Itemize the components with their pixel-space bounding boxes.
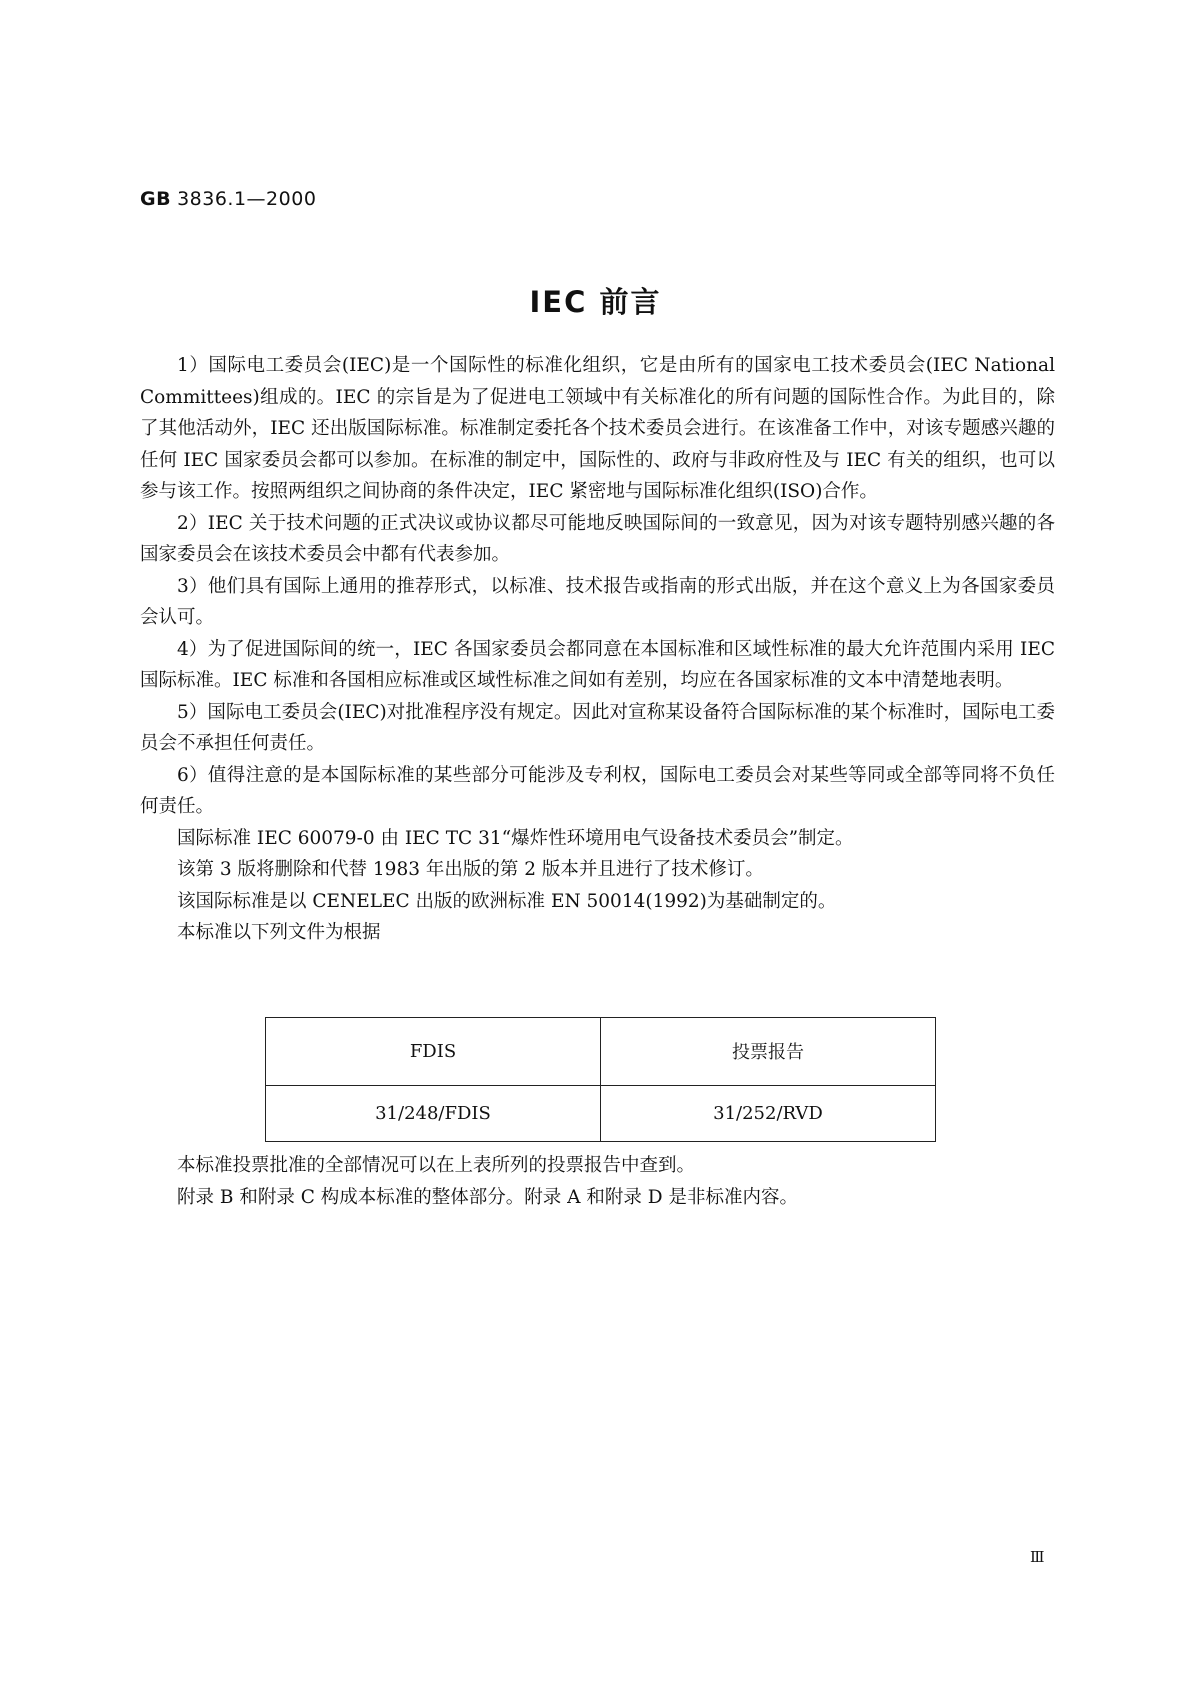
table-row [266, 1085, 936, 1141]
table-header-vote-report: 投票报告 [601, 1018, 936, 1086]
standard-prefix: GB [140, 188, 172, 210]
paragraph-3: 3）他们具有国际上通用的推荐形式，以标准、技术报告或指南的形式出版，并在这个意义上为各国家委员会认可。 [140, 575, 1055, 628]
paragraph-5: 5）国际电工委员会(IEC)对批准程序没有规定。因此对宣称某设备符合国际标准的某个标准时，国际电工委员会不承担任何责任。 [140, 701, 1055, 754]
table-header-row [266, 1018, 936, 1086]
voting-table-container [265, 1017, 936, 1142]
paragraph-6: 6）值得注意的是本国际标准的某些部分可能涉及专利权，国际电工委员会对某些等同或全部等同将不负任何责任。 [140, 764, 1055, 817]
document-header [140, 188, 316, 210]
standard-code: 3836.1—2000 [177, 188, 317, 210]
paragraph-edition: 该第 3 版将删除和代替 1983 年出版的第 2 版本并且进行了技术修订。 [177, 859, 764, 880]
paragraph-approval: 本标准投票批准的全部情况可以在上表所列的投票报告中查到。 [177, 1155, 696, 1176]
voting-table [265, 1017, 936, 1142]
paragraph-cenelec: 该国际标准是以 CENELEC 出版的欧洲标准 EN 50014(1992)为基础制定的。 [177, 890, 837, 912]
page-title: IEC 前言 [529, 285, 662, 319]
table-header-fdis: FDIS [266, 1018, 601, 1086]
paragraph-2: 2）IEC 关于技术问题的正式决议或协议都尽可能地反映国际间的一致意见，因为对该专题特别感兴趣的各国家委员会在该技术委员会中都有代表参加。 [140, 512, 1055, 565]
foreword-body [140, 350, 1055, 949]
paragraph-4: 4）为了促进国际间的统一，IEC 各国家委员会都同意在本国标准和区域性标准的最大允许范围内采用 IEC 国际标准。IEC 标准和各国相应标准或区域性标准之间如有差别，均应在各国家标准的文本中清楚地表明。 [140, 638, 1055, 691]
paragraph-annexes: 附录 B 和附录 C 构成本标准的整体部分。附录 A 和附录 D 是非标准内容。 [177, 1186, 798, 1208]
page-number: Ⅲ [1030, 1548, 1045, 1566]
post-table-text [140, 1150, 1055, 1213]
paragraph-tc31: 国际标准 IEC 60079-0 由 IEC TC 31“爆炸性环境用电气设备技术委员会”制定。 [177, 827, 854, 849]
paragraph-1: 1）国际电工委员会(IEC)是一个国际性的标准化组织，它是由所有的国家电工技术委员会(IEC National Committees)组成的。IEC 的宗旨是为了促进电工领域中有关标准化的所有问题的国际性合作。为此目的，除了其他活动外，IEC 还出版国际标准。标准制定委托各个技术委员会进行。在该准备工作中，对该专题感兴趣的任何 IEC 国家委员会都可以参加。在标准的制定中，国际性的、政府与非政府性及与 IEC 有关的组织，也可以参与该工作。按照两组织之间协商的条件决定，IEC 紧密地与国际标准化组织(ISO)合作。 [140, 355, 1055, 502]
table-cell-rvd: 31/252/RVD [601, 1085, 936, 1141]
paragraph-basis: 本标准以下列文件为根据 [177, 922, 381, 943]
table-cell-fdis: 31/248/FDIS [266, 1085, 601, 1141]
